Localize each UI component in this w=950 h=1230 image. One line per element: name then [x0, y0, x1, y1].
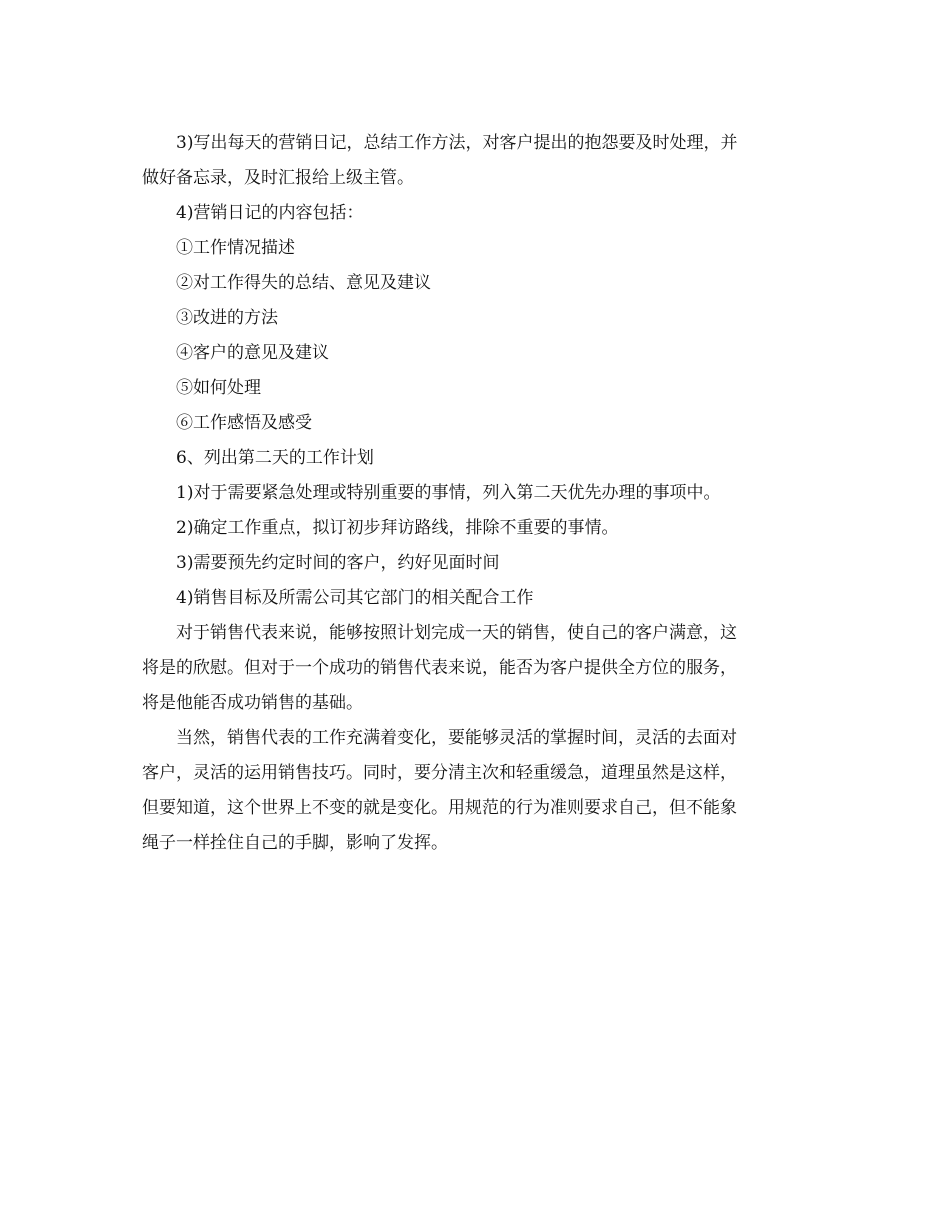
list-item: 4)销售目标及所需公司其它部门的相关配合工作	[176, 588, 534, 608]
list-item: 1)对于需要紧急处理或特别重要的事情，列入第二天优先办理的事项中。	[176, 483, 721, 503]
list-item: ⑥工作感悟及感受	[176, 413, 312, 433]
list-item: 2)确定工作重点，拟订初步拜访路线，排除不重要的事情。	[176, 518, 619, 538]
paragraph-line: 但要知道，这个世界上不变的就是变化。用规范的行为准则要求自己，但不能象	[142, 798, 737, 818]
paragraph-line: 将是他能否成功销售的基础。	[142, 693, 363, 713]
paragraph-line: 当然，销售代表的工作充满着变化，要能够灵活的掌握时间，灵活的去面对	[176, 728, 737, 748]
paragraph-line: 3)写出每天的营销日记，总结工作方法，对客户提出的抱怨要及时处理，并	[176, 133, 738, 153]
list-heading: 4)营销日记的内容包括：	[176, 203, 364, 223]
list-item: ③改进的方法	[176, 308, 278, 328]
list-item: ②对工作得失的总结、意见及建议	[176, 273, 431, 293]
paragraph-line: 绳子一样拴住自己的手脚，影响了发挥。	[142, 833, 448, 853]
list-item: ⑤如何处理	[176, 378, 261, 398]
paragraph-line: 对于销售代表来说，能够按照计划完成一天的销售，使自己的客户满意，这	[176, 623, 737, 643]
paragraph-line: 客户，灵活的运用销售技巧。同时，要分清主次和轻重缓急，道理虽然是这样，	[142, 763, 737, 783]
document-body	[142, 126, 802, 861]
section-heading: 6、列出第二天的工作计划	[176, 448, 374, 468]
list-item: ④客户的意见及建议	[176, 343, 329, 363]
list-item: 3)需要预先约定时间的客户，约好见面时间	[176, 553, 500, 573]
paragraph-line: 做好备忘录，及时汇报给上级主管。	[142, 168, 414, 188]
list-item: ①工作情况描述	[176, 238, 295, 258]
paragraph-line: 将是的欣慰。但对于一个成功的销售代表来说，能否为客户提供全方位的服务，	[142, 658, 737, 678]
